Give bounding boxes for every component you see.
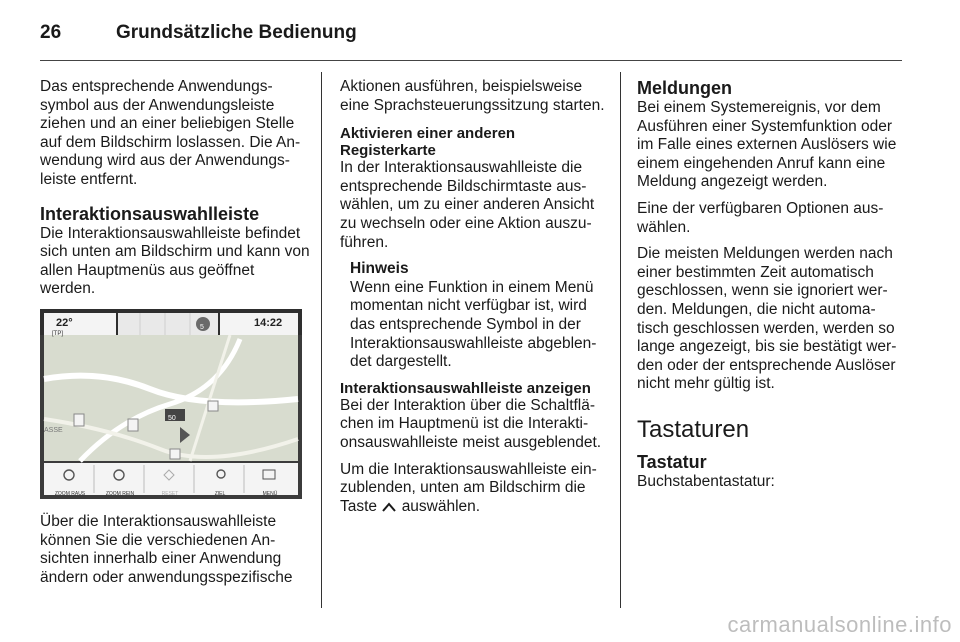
temperature-readout: 22° [56,316,73,329]
column-divider-left [321,72,322,608]
paragraph: Die Interaktionsauswahlleiste befindet sich unten am Bildschirm und kann von allen Hauptmenüs aus geöffnet werden. [40,224,310,298]
speed-sign: 50 [168,414,176,422]
paragraph: In der Interaktionsauswahlleiste die entsprechende Bildschirmtaste auswählen, um zu einer anderen Ansicht zu wechseln oder eine Aktion auszuführen. [340,159,595,251]
column-3 [637,78,902,500]
paragraph-text: Um die Interaktionsauswahlleiste einzublenden, unten am Bildschirm die Taste [340,460,597,515]
nav-screen-illustration [40,309,302,499]
menu-button-label[interactable]: MENÜ [262,490,278,497]
section-heading-interaction-bar: Interaktionsauswahlleiste [40,203,260,224]
column-1 [40,78,310,595]
traffic-program-indicator: [TP] [52,330,64,337]
destination-button-label[interactable]: ZIEL [214,490,226,497]
subheading-activate-tab: Aktivieren einer anderen Registerkarte [340,125,516,160]
zoom-out-button-label[interactable]: ZOOM RAUS [54,490,86,497]
notification-badge: 5 [200,323,204,331]
paragraph: Buchstabentastatur: [637,472,775,490]
section-heading-keyboards: Tastaturen [637,415,750,443]
column-2 [340,78,606,524]
street-label: ASSE [44,426,63,434]
page-number: 26 [40,22,62,43]
chevron-up-icon [381,502,397,512]
reset-button-label[interactable]: RESET [161,490,179,497]
subheading-keyboard: Tastatur [637,451,707,472]
paragraph: Bei einem Systemereignis, vor dem Ausführen einer Systemfunktion oder im Falle eines externen Auslösers wie einem eingehenden Anruf kann eine Meldung angezeigt werden. [637,99,897,191]
paragraph-text: auswählen. [401,497,481,515]
paragraph: Eine der verfügbaren Optionen auswählen. [637,199,884,236]
section-heading-messages: Meldungen [637,78,732,98]
note-title: Hinweis [350,260,409,278]
paragraph: Die meisten Meldungen werden nach einer bestimmten Zeit automatisch geschlossen, wenn sie ignoriert werden. Meldungen, die nicht automatisch geschlossen werden, werden so lange angezeigt, bis sie bestätigt werden oder der entsprechende Auslöser nicht mehr gültig ist. [637,245,897,393]
paragraph: Aktionen ausführen, beispielsweise eine Sprachsteuerungssitzung starten. [340,78,605,114]
clock-readout: 14:22 [254,316,283,329]
subheading-show-bar: Interaktionsauswahlleiste anzeigen [340,379,591,397]
watermark: carmanualsonline.info [727,612,952,637]
page-title: Grundsätzliche Bedienung [116,22,357,43]
note-box [350,260,606,372]
page-header [40,20,902,61]
zoom-in-button-label[interactable]: ZOOM REIN [105,490,135,497]
paragraph: Das entsprechende Anwendungssymbol aus der Anwendungsleiste ziehen und an einer beliebigen Stelle auf dem Bildschirm loslassen. Die Anwendung wird aus der Anwendungsleiste entfernt. [40,78,301,188]
paragraph-with-key [340,461,606,517]
paragraph: Über die Interaktionsauswahlleiste können Sie die verschiedenen Ansichten innerhalb einer Anwendung ändern oder anwendungsspezifische [40,512,293,586]
note-text: Wenn eine Funktion in einem Menü momentan nicht verfügbar ist, wird das entsprechende Symbol in der Interaktionsauswahlleiste abgeblendet dargestellt. [350,278,597,371]
column-divider-right [620,72,621,608]
paragraph: Bei der Interaktion über die Schaltflächen im Hauptmenü ist die Interaktionsauswahlleiste meist ausgeblendet. [340,396,602,451]
screenshot-navigation-screen [40,309,302,499]
